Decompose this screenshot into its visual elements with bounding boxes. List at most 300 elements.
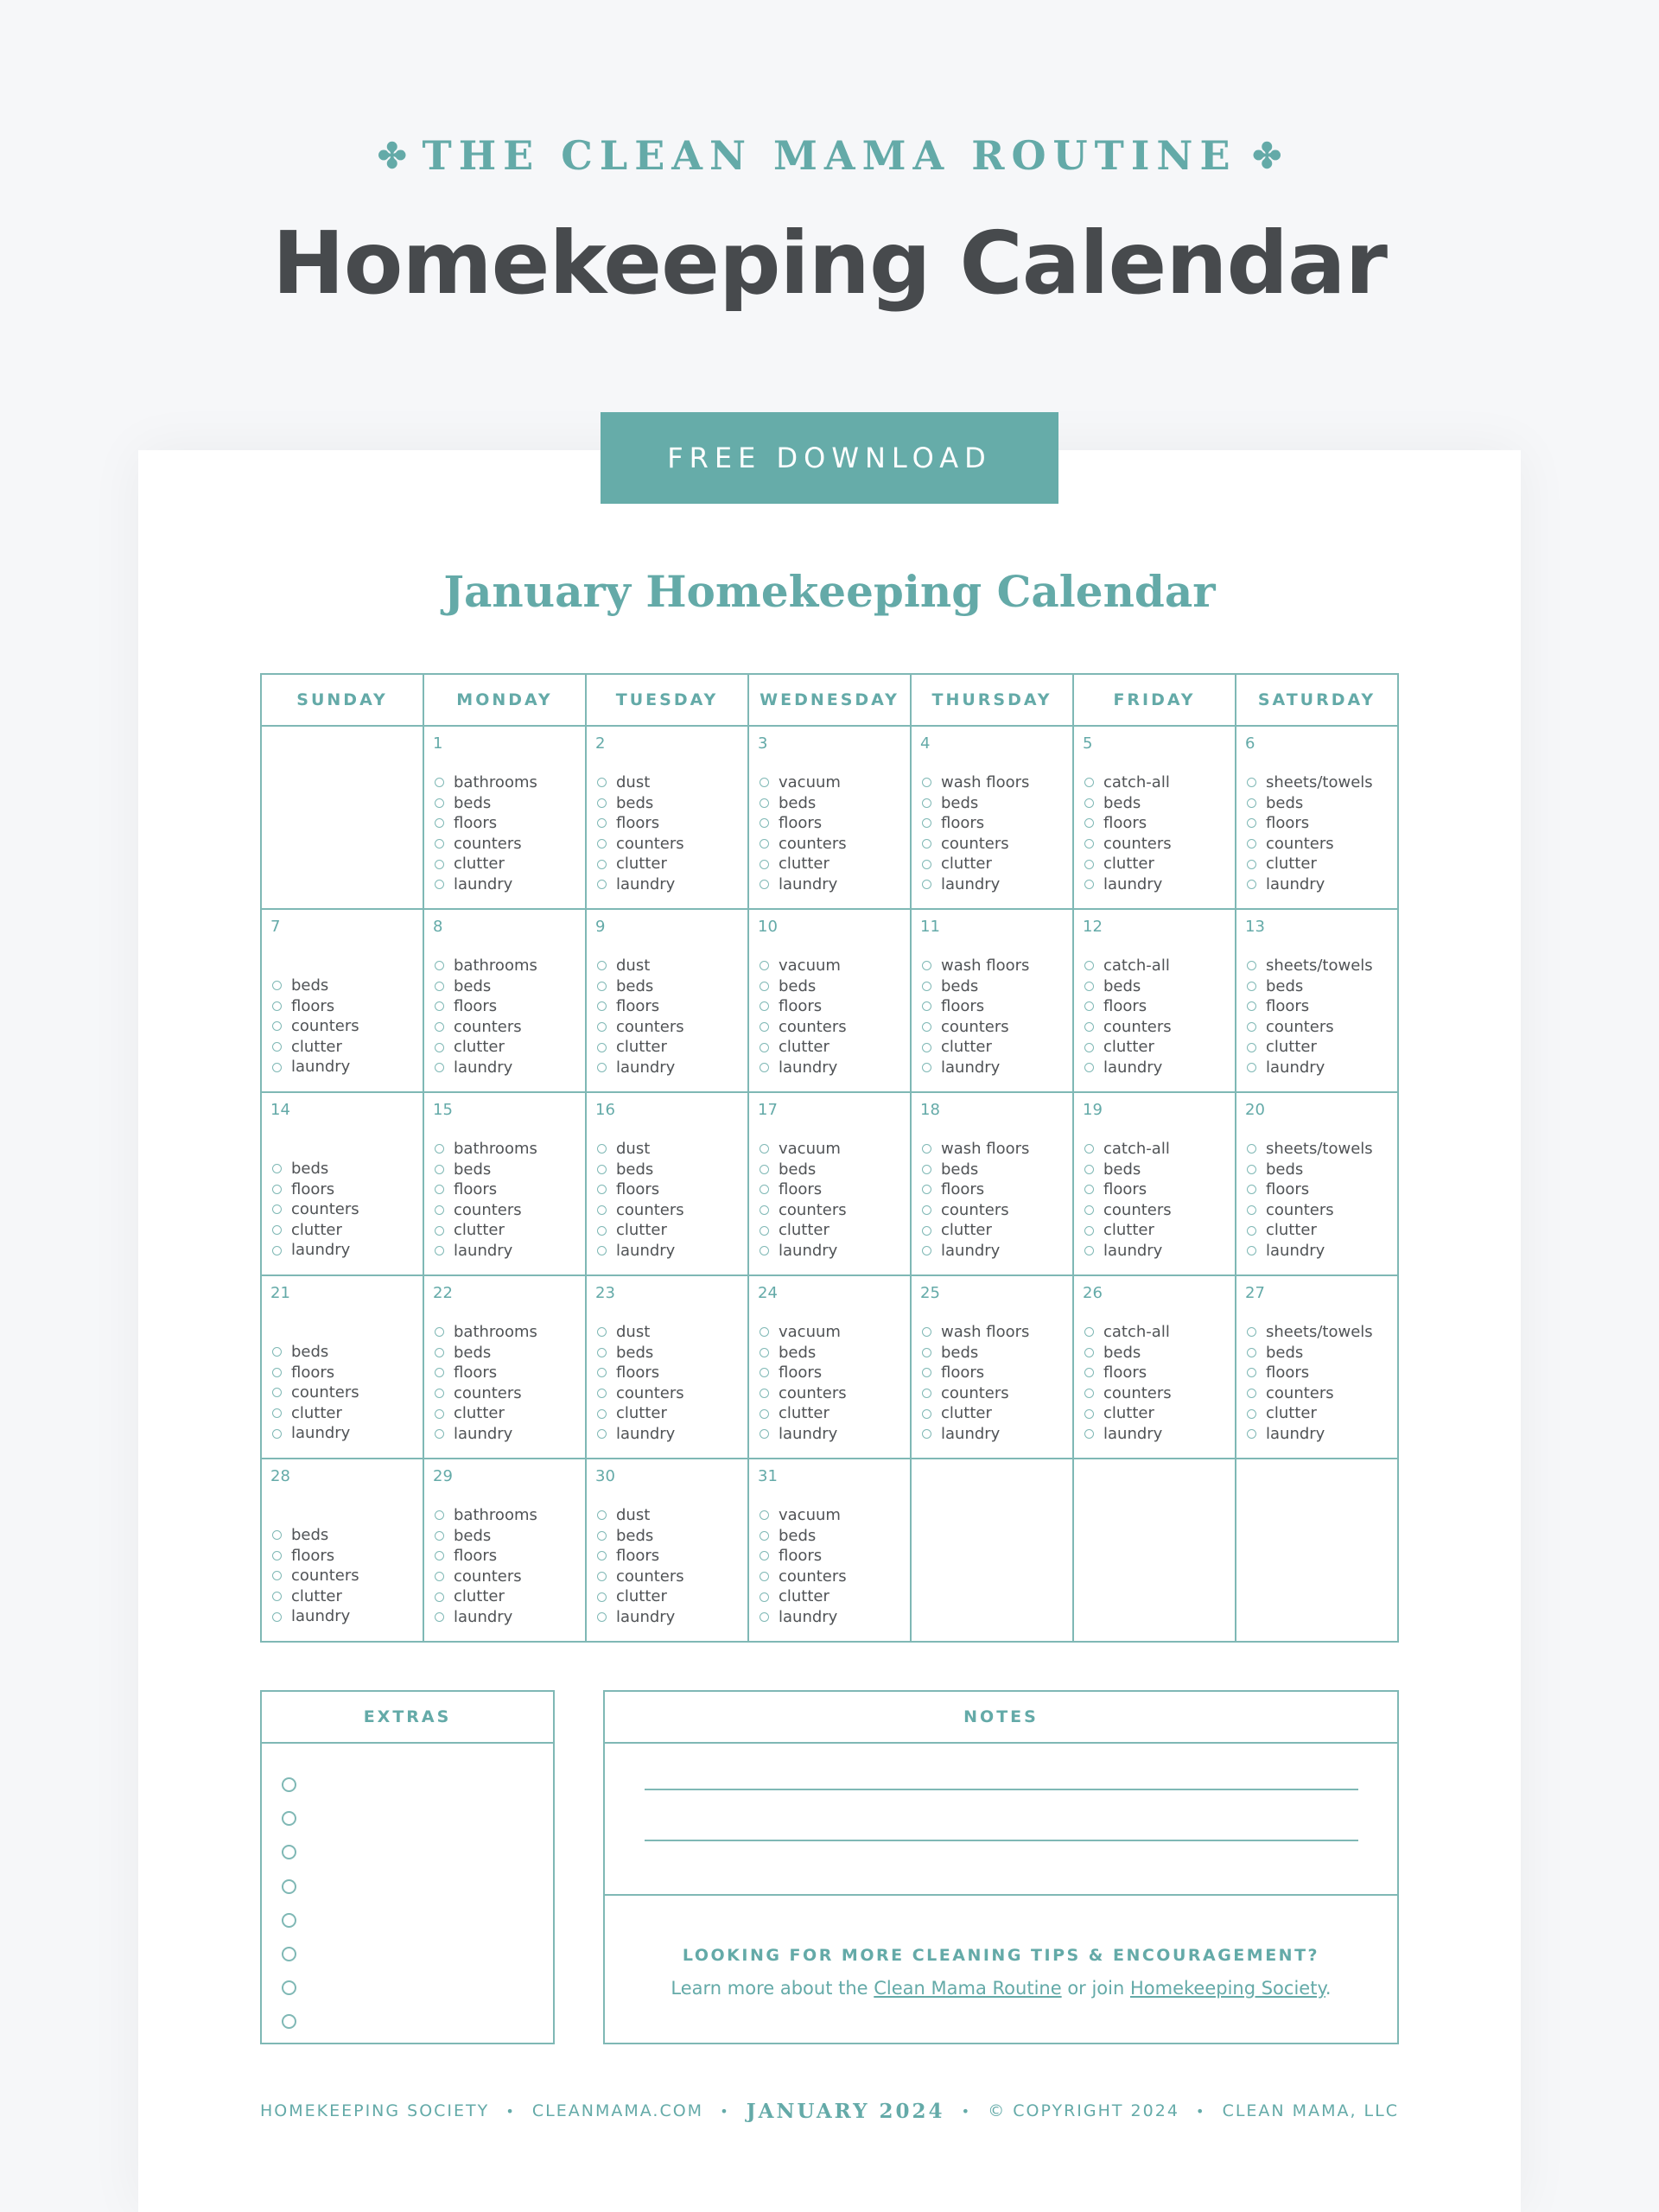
checkbox-circle-icon[interactable] (760, 1165, 769, 1174)
checkbox-circle-icon[interactable] (1247, 961, 1256, 970)
checkbox-circle-icon[interactable] (435, 798, 444, 808)
task-item (1084, 1139, 1172, 1160)
checkbox-circle-icon[interactable] (760, 798, 769, 808)
checkbox-circle-icon[interactable] (1247, 982, 1256, 991)
task-item (1084, 1017, 1172, 1038)
weekday-header-row (261, 674, 1398, 726)
checkbox-circle-icon[interactable] (760, 1185, 769, 1194)
checkbox-circle-icon[interactable] (435, 1429, 444, 1439)
checkbox-circle-icon[interactable] (272, 1612, 282, 1622)
checkbox-circle-icon[interactable] (1247, 1389, 1256, 1398)
checkbox-circle-icon[interactable] (1247, 1246, 1256, 1255)
checkbox-circle-icon[interactable] (760, 1409, 769, 1419)
checkbox-circle-icon[interactable] (272, 1530, 282, 1540)
clean-mama-routine-link[interactable]: Clean Mama Routine (874, 1978, 1062, 1999)
checkbox-circle-icon[interactable] (922, 982, 931, 991)
task-item (272, 1240, 359, 1261)
checkbox-circle-icon[interactable] (922, 1043, 931, 1052)
checkbox-circle-icon[interactable] (1084, 1368, 1094, 1377)
checkbox-circle-icon[interactable] (922, 1165, 931, 1174)
checkbox-circle-icon[interactable] (1084, 880, 1094, 889)
checkbox-circle-icon[interactable] (272, 1001, 282, 1011)
checkbox-circle-icon[interactable] (282, 1845, 296, 1859)
checkbox-circle-icon[interactable] (597, 1368, 607, 1377)
checkbox-circle-icon[interactable] (597, 778, 607, 787)
task-item (1247, 1017, 1373, 1038)
task-label: counters (779, 834, 847, 853)
checkbox-circle-icon[interactable] (922, 1429, 931, 1439)
task-label: laundry (616, 874, 676, 893)
checkbox-circle-icon[interactable] (760, 1572, 769, 1581)
checkbox-circle-icon[interactable] (922, 860, 931, 869)
day-number: 30 (595, 1467, 615, 1485)
checkbox-circle-icon[interactable] (922, 1144, 931, 1154)
day-number: 4 (920, 734, 931, 753)
checkbox-circle-icon[interactable] (1247, 1409, 1256, 1419)
checkbox-circle-icon[interactable] (922, 1246, 931, 1255)
checkbox-circle-icon[interactable] (597, 1510, 607, 1520)
checkbox-circle-icon[interactable] (922, 1001, 931, 1011)
checkbox-circle-icon[interactable] (435, 1368, 444, 1377)
checkbox-circle-icon[interactable] (922, 1226, 931, 1236)
checkbox-circle-icon[interactable] (435, 1022, 444, 1032)
task-label: floors (1266, 997, 1310, 1016)
checkbox-circle-icon[interactable] (1247, 798, 1256, 808)
task-label: beds (291, 976, 329, 995)
checkbox-circle-icon[interactable] (1084, 860, 1094, 869)
checkbox-circle-icon[interactable] (282, 1947, 296, 1961)
task-label: clutter (941, 1404, 992, 1423)
checkbox-circle-icon[interactable] (597, 798, 607, 808)
checkbox-circle-icon[interactable] (597, 1205, 607, 1215)
checkbox-circle-icon[interactable] (760, 778, 769, 787)
checkbox-circle-icon[interactable] (1247, 1226, 1256, 1236)
checkbox-circle-icon[interactable] (760, 1144, 769, 1154)
task-label: laundry (616, 1058, 676, 1077)
checkbox-circle-icon[interactable] (272, 1164, 282, 1173)
task-item (435, 813, 537, 834)
task-label: laundry (1266, 1058, 1325, 1077)
checkbox-circle-icon[interactable] (597, 1063, 607, 1072)
checkbox-circle-icon[interactable] (760, 982, 769, 991)
checkbox-circle-icon[interactable] (597, 1144, 607, 1154)
checkbox-circle-icon[interactable] (1247, 1165, 1256, 1174)
checkbox-circle-icon[interactable] (282, 1777, 296, 1792)
checkbox-circle-icon[interactable] (760, 1348, 769, 1357)
checkbox-circle-icon[interactable] (1247, 880, 1256, 889)
task-item (922, 1403, 1029, 1424)
footer-copyright: © COPYRIGHT 2024 (988, 2101, 1179, 2120)
task-item (597, 1322, 684, 1343)
checkbox-circle-icon[interactable] (435, 1063, 444, 1072)
task-item (1247, 1383, 1373, 1404)
task-item (760, 956, 847, 976)
checkbox-circle-icon[interactable] (597, 1429, 607, 1439)
task-item (760, 996, 847, 1017)
task-list (760, 1139, 847, 1262)
checkbox-circle-icon[interactable] (1084, 1001, 1094, 1011)
checkbox-circle-icon[interactable] (1247, 860, 1256, 869)
task-label: beds (291, 1160, 329, 1178)
checkbox-circle-icon[interactable] (597, 1592, 607, 1602)
checkbox-circle-icon[interactable] (760, 1246, 769, 1255)
task-label: clutter (1266, 1221, 1317, 1240)
checkbox-circle-icon[interactable] (1247, 1001, 1256, 1011)
checkbox-circle-icon[interactable] (272, 1063, 282, 1072)
task-label: clutter (1266, 1404, 1317, 1423)
checkbox-circle-icon[interactable] (282, 1811, 296, 1826)
checkbox-circle-icon[interactable] (597, 1022, 607, 1032)
promo-pre-text: Learn more about the (671, 1978, 874, 1999)
checkbox-circle-icon[interactable] (597, 1409, 607, 1419)
checkbox-circle-icon[interactable] (1084, 1022, 1094, 1032)
checkbox-circle-icon[interactable] (597, 1226, 607, 1236)
checkbox-circle-icon[interactable] (597, 1348, 607, 1357)
checkbox-circle-icon[interactable] (760, 839, 769, 849)
checkbox-circle-icon[interactable] (597, 839, 607, 849)
empty-day-cell (1236, 1459, 1398, 1642)
checkbox-circle-icon[interactable] (272, 1368, 282, 1377)
checkbox-circle-icon[interactable] (760, 880, 769, 889)
task-item (435, 1363, 537, 1383)
task-label: counters (1103, 1200, 1172, 1219)
checkbox-circle-icon[interactable] (1247, 1429, 1256, 1439)
task-item (1084, 793, 1172, 814)
footer-site: CLEANMAMA.COM (531, 2101, 704, 2120)
checkbox-circle-icon[interactable] (1247, 839, 1256, 849)
checkbox-circle-icon[interactable] (760, 1327, 769, 1337)
checkbox-circle-icon[interactable] (1247, 1185, 1256, 1194)
checkbox-circle-icon[interactable] (435, 1592, 444, 1602)
checkbox-circle-icon[interactable] (760, 1531, 769, 1541)
checkbox-circle-icon[interactable] (760, 961, 769, 970)
checkbox-circle-icon[interactable] (922, 839, 931, 849)
checkbox-circle-icon[interactable] (435, 1205, 444, 1215)
checkbox-circle-icon[interactable] (435, 880, 444, 889)
day-number: 10 (758, 918, 778, 936)
task-label: beds (454, 1526, 492, 1545)
checkbox-circle-icon[interactable] (597, 1551, 607, 1560)
checkbox-circle-icon[interactable] (922, 1022, 931, 1032)
task-label: floors (616, 1180, 660, 1199)
checkbox-circle-icon[interactable] (597, 1572, 607, 1581)
checkbox-circle-icon[interactable] (1084, 1165, 1094, 1174)
checkbox-circle-icon[interactable] (760, 1043, 769, 1052)
checkbox-circle-icon[interactable] (1084, 1327, 1094, 1337)
checkbox-circle-icon[interactable] (1084, 1063, 1094, 1072)
task-label: clutter (941, 1221, 992, 1240)
task-item (1084, 1241, 1172, 1262)
checkbox-circle-icon[interactable] (922, 1368, 931, 1377)
checkbox-circle-icon[interactable] (282, 1879, 296, 1894)
task-list (272, 1159, 359, 1261)
day-number: 29 (433, 1467, 453, 1485)
checkbox-circle-icon[interactable] (435, 1551, 444, 1560)
checkbox-circle-icon[interactable] (435, 1348, 444, 1357)
task-list (435, 1139, 537, 1262)
checkbox-circle-icon[interactable] (597, 961, 607, 970)
checkbox-circle-icon[interactable] (597, 1165, 607, 1174)
checkbox-circle-icon[interactable] (760, 1205, 769, 1215)
checkbox-circle-icon[interactable] (1084, 778, 1094, 787)
task-item (1247, 854, 1373, 874)
checkbox-circle-icon[interactable] (435, 1165, 444, 1174)
day-number: 20 (1245, 1101, 1265, 1119)
task-item (1084, 834, 1172, 855)
checkbox-circle-icon[interactable] (597, 818, 607, 828)
checkbox-circle-icon[interactable] (435, 778, 444, 787)
task-item (1084, 1160, 1172, 1180)
task-item (760, 874, 847, 895)
checkbox-circle-icon[interactable] (1084, 1043, 1094, 1052)
task-label: beds (616, 793, 654, 812)
checkbox-circle-icon[interactable] (435, 1001, 444, 1011)
checkbox-circle-icon[interactable] (435, 961, 444, 970)
checkbox-circle-icon[interactable] (597, 1531, 607, 1541)
task-item (272, 1016, 359, 1037)
task-label: counters (616, 1567, 684, 1586)
checkbox-circle-icon[interactable] (1084, 1348, 1094, 1357)
checkbox-circle-icon[interactable] (922, 1327, 931, 1337)
footer-society: HOMEKEEPING SOCIETY (260, 2101, 490, 2120)
homekeeping-society-link[interactable]: Homekeeping Society (1129, 1978, 1325, 1999)
task-item (435, 1526, 537, 1547)
task-label: floors (1266, 1363, 1310, 1382)
checkbox-circle-icon[interactable] (760, 1389, 769, 1398)
task-label: beds (1266, 1343, 1304, 1362)
day-number: 26 (1083, 1284, 1103, 1302)
task-label: bathrooms (454, 957, 537, 975)
task-item (435, 956, 537, 976)
day-cell (586, 1275, 748, 1459)
checkbox-circle-icon[interactable] (760, 1022, 769, 1032)
checkbox-circle-icon[interactable] (922, 880, 931, 889)
task-item (922, 1200, 1029, 1221)
task-item (922, 1424, 1029, 1445)
task-list (922, 956, 1029, 1078)
checkbox-circle-icon[interactable] (1247, 1043, 1256, 1052)
checkbox-circle-icon[interactable] (597, 880, 607, 889)
day-number: 27 (1245, 1284, 1265, 1302)
task-item (435, 1200, 537, 1221)
checkbox-circle-icon[interactable] (760, 1226, 769, 1236)
checkbox-circle-icon[interactable] (435, 1043, 444, 1052)
checkbox-circle-icon[interactable] (435, 1409, 444, 1419)
checkbox-circle-icon[interactable] (435, 1612, 444, 1622)
task-item (435, 1343, 537, 1363)
day-cell (586, 909, 748, 1092)
task-label: clutter (1103, 855, 1154, 874)
checkbox-circle-icon[interactable] (1247, 1368, 1256, 1377)
task-item (597, 1607, 684, 1628)
checkbox-circle-icon[interactable] (760, 1063, 769, 1072)
task-list (1084, 1139, 1172, 1262)
checkbox-circle-icon[interactable] (435, 982, 444, 991)
checkbox-circle-icon[interactable] (760, 1368, 769, 1377)
checkbox-circle-icon[interactable] (282, 1913, 296, 1928)
checkbox-circle-icon[interactable] (272, 1042, 282, 1052)
checkbox-circle-icon[interactable] (1084, 982, 1094, 991)
checkbox-circle-icon[interactable] (1247, 1205, 1256, 1215)
checkbox-circle-icon[interactable] (1247, 1022, 1256, 1032)
free-download-button[interactable]: FREE DOWNLOAD (601, 412, 1058, 504)
checkbox-circle-icon[interactable] (922, 1348, 931, 1357)
extras-list (282, 1768, 296, 2039)
task-item (760, 1424, 847, 1445)
checkbox-circle-icon[interactable] (922, 818, 931, 828)
task-list (1084, 772, 1172, 895)
checkbox-circle-icon[interactable] (272, 1408, 282, 1418)
checkbox-circle-icon[interactable] (922, 798, 931, 808)
checkbox-circle-icon[interactable] (1247, 1327, 1256, 1337)
checkbox-circle-icon[interactable] (760, 860, 769, 869)
task-item (597, 834, 684, 855)
checkbox-circle-icon[interactable] (272, 1592, 282, 1601)
checkbox-circle-icon[interactable] (760, 1429, 769, 1439)
checkbox-circle-icon[interactable] (760, 1551, 769, 1560)
checkbox-circle-icon[interactable] (760, 1592, 769, 1602)
task-label: laundry (454, 1424, 513, 1443)
checkbox-circle-icon[interactable] (597, 982, 607, 991)
checkbox-circle-icon[interactable] (597, 1001, 607, 1011)
checkbox-circle-icon[interactable] (597, 1389, 607, 1398)
checkbox-circle-icon[interactable] (435, 1389, 444, 1398)
task-label: bathrooms (454, 1323, 537, 1341)
checkbox-circle-icon[interactable] (435, 1185, 444, 1194)
checkbox-circle-icon[interactable] (922, 778, 931, 787)
checkbox-circle-icon[interactable] (272, 1571, 282, 1580)
checkbox-circle-icon[interactable] (435, 860, 444, 869)
checkbox-circle-icon[interactable] (272, 1185, 282, 1194)
checkbox-circle-icon[interactable] (760, 1612, 769, 1622)
checkbox-circle-icon[interactable] (435, 818, 444, 828)
checkbox-circle-icon[interactable] (597, 1327, 607, 1337)
day-cell (261, 909, 423, 1092)
checkbox-circle-icon[interactable] (1084, 798, 1094, 808)
checkbox-circle-icon[interactable] (1084, 1389, 1094, 1398)
checkbox-circle-icon[interactable] (1084, 1144, 1094, 1154)
checkbox-circle-icon[interactable] (1084, 818, 1094, 828)
task-list (435, 772, 537, 895)
checkbox-circle-icon[interactable] (1247, 818, 1256, 828)
task-label: floors (779, 814, 823, 833)
checkbox-circle-icon[interactable] (282, 2014, 296, 2029)
checkbox-circle-icon[interactable] (1084, 1205, 1094, 1215)
checkbox-circle-icon[interactable] (435, 1572, 444, 1581)
checkbox-circle-icon[interactable] (1247, 1348, 1256, 1357)
checkbox-circle-icon[interactable] (435, 1246, 444, 1255)
fleuron-icon: ✤ (1252, 136, 1282, 176)
task-item (597, 813, 684, 834)
checkbox-circle-icon[interactable] (272, 1225, 282, 1235)
checkbox-circle-icon[interactable] (1084, 1409, 1094, 1419)
checkbox-circle-icon[interactable] (760, 1001, 769, 1011)
checkbox-circle-icon[interactable] (922, 1409, 931, 1419)
checkbox-circle-icon[interactable] (272, 981, 282, 990)
task-item (922, 874, 1029, 895)
task-label: floors (454, 814, 498, 833)
promo-post-text: . (1325, 1978, 1332, 1999)
task-label: laundry (779, 1241, 838, 1260)
task-label: sheets/towels (1266, 957, 1373, 975)
checkbox-circle-icon[interactable] (435, 1327, 444, 1337)
checkbox-circle-icon[interactable] (435, 1531, 444, 1541)
task-label: laundry (454, 1607, 513, 1626)
checkbox-circle-icon[interactable] (272, 1429, 282, 1439)
task-item (272, 1382, 359, 1403)
task-item (1084, 1220, 1172, 1241)
checkbox-circle-icon[interactable] (922, 1185, 931, 1194)
checkbox-circle-icon[interactable] (435, 1226, 444, 1236)
checkbox-circle-icon[interactable] (1247, 1144, 1256, 1154)
checkbox-circle-icon[interactable] (272, 1347, 282, 1357)
task-label: laundry (616, 1424, 676, 1443)
task-label: laundry (1266, 1241, 1325, 1260)
checkbox-circle-icon[interactable] (272, 1021, 282, 1031)
checkbox-circle-icon[interactable] (922, 1063, 931, 1072)
note-line[interactable] (645, 1789, 1358, 1790)
checkbox-circle-icon[interactable] (597, 1612, 607, 1622)
checkbox-circle-icon[interactable] (922, 1205, 931, 1215)
checkbox-circle-icon[interactable] (435, 1144, 444, 1154)
task-label: laundry (454, 874, 513, 893)
task-label: laundry (1266, 1424, 1325, 1443)
checkbox-circle-icon[interactable] (1084, 1429, 1094, 1439)
task-label: beds (779, 1526, 817, 1545)
note-line[interactable] (645, 1840, 1358, 1841)
task-label: counters (291, 1383, 359, 1402)
checkbox-circle-icon[interactable] (597, 1185, 607, 1194)
checkbox-circle-icon[interactable] (1084, 1185, 1094, 1194)
checkbox-circle-icon[interactable] (272, 1205, 282, 1214)
task-label: laundry (454, 1058, 513, 1077)
checkbox-circle-icon[interactable] (597, 1246, 607, 1255)
task-item (435, 1322, 537, 1343)
checkbox-circle-icon[interactable] (1084, 839, 1094, 849)
checkbox-circle-icon[interactable] (1247, 778, 1256, 787)
checkbox-circle-icon[interactable] (760, 818, 769, 828)
checkbox-circle-icon[interactable] (435, 839, 444, 849)
checkbox-circle-icon[interactable] (272, 1246, 282, 1255)
task-label: beds (454, 793, 492, 812)
day-cell (423, 1092, 586, 1275)
task-item (597, 1567, 684, 1587)
checkbox-circle-icon[interactable] (282, 1980, 296, 1995)
task-label: counters (291, 1200, 359, 1219)
checkbox-circle-icon[interactable] (922, 1389, 931, 1398)
task-label: vacuum (779, 1506, 841, 1524)
checkbox-circle-icon[interactable] (597, 860, 607, 869)
task-label: clutter (1103, 1038, 1154, 1057)
checkbox-circle-icon[interactable] (1084, 1246, 1094, 1255)
task-label: counters (616, 834, 684, 853)
task-item (922, 976, 1029, 997)
checkbox-circle-icon[interactable] (1084, 1226, 1094, 1236)
checkbox-circle-icon[interactable] (272, 1388, 282, 1397)
checkbox-circle-icon[interactable] (1247, 1063, 1256, 1072)
checkbox-circle-icon[interactable] (597, 1043, 607, 1052)
day-cell (1236, 726, 1398, 909)
task-item (272, 1220, 359, 1241)
task-item (1247, 793, 1373, 814)
task-item (597, 956, 684, 976)
checkbox-circle-icon[interactable] (922, 961, 931, 970)
checkbox-circle-icon[interactable] (1084, 961, 1094, 970)
day-cell (261, 1459, 423, 1642)
checkbox-circle-icon[interactable] (760, 1510, 769, 1520)
checkbox-circle-icon[interactable] (435, 1510, 444, 1520)
checkbox-circle-icon[interactable] (272, 1551, 282, 1560)
